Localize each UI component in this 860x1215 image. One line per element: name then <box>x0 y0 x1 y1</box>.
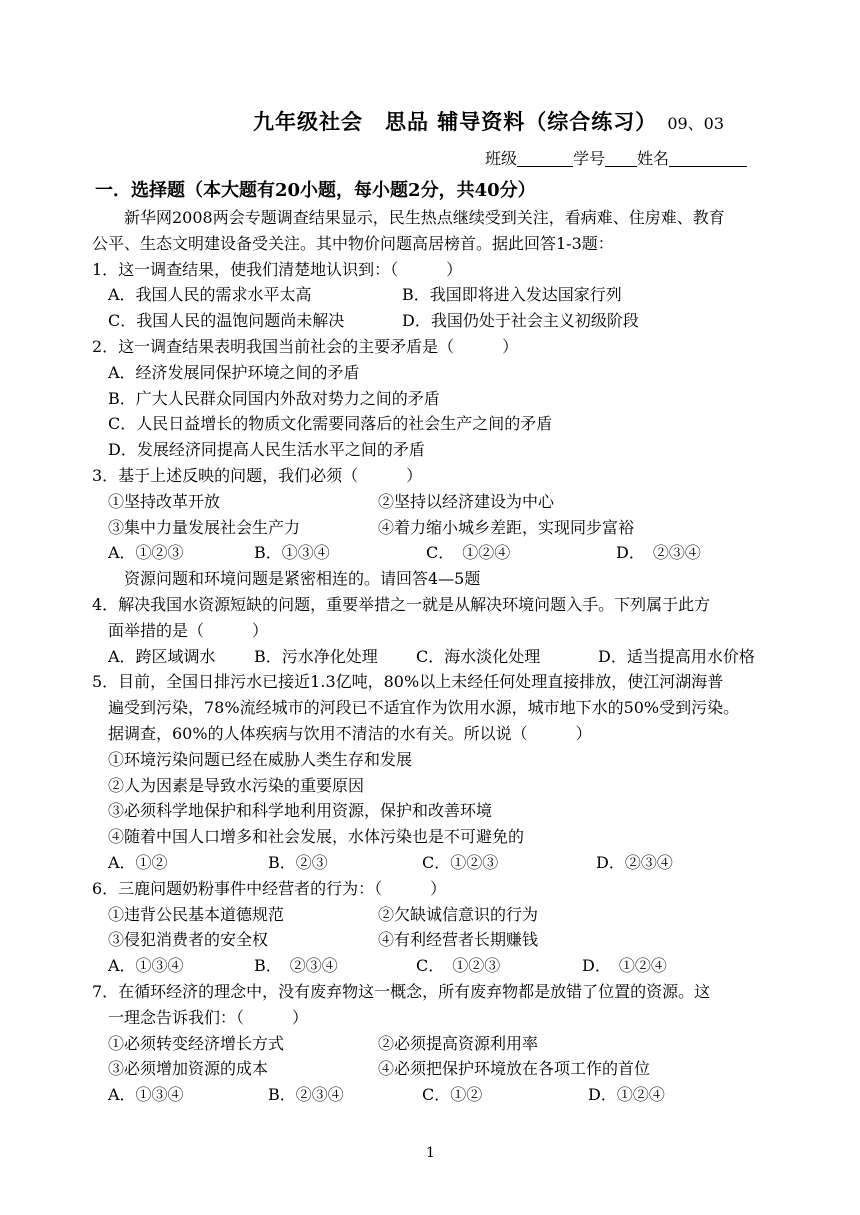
option: D．适当提高用水价格 <box>598 646 755 666</box>
question-7-stem: 一理念告诉我们：（ ） <box>108 1007 309 1027</box>
option: B．广大人民群众同国内外敌对势力之间的矛盾 <box>108 388 440 408</box>
question-6-items-row <box>92 927 782 953</box>
statement-item: ③集中力量发展社会生产力 <box>108 517 301 537</box>
option: A．①②③ <box>108 543 184 563</box>
statement-item: ②坚持以经济建设为中心 <box>378 491 555 511</box>
question-7-items-row <box>92 1056 782 1082</box>
option: B．①③④ <box>254 543 330 563</box>
option: B．我国即将进入发达国家行列 <box>402 285 622 305</box>
statement-item: ③侵犯消费者的安全权 <box>108 930 269 950</box>
option: C． ①②④ <box>426 543 511 563</box>
question-7-items-row <box>92 1031 782 1057</box>
statement-item: ①环境污染问题已经在威胁人类生存和发展 <box>108 749 413 769</box>
question-4-options-row <box>92 644 782 670</box>
name-label: 姓名 <box>637 149 670 168</box>
page-number: 1 <box>426 1145 435 1161</box>
option: B．污水净化处理 <box>254 646 378 666</box>
number-blank[interactable] <box>605 150 637 167</box>
statement-item: ④有利经营者长期赚钱 <box>378 930 539 950</box>
option: D．发展经济同提高人民生活水平之间的矛盾 <box>108 440 425 460</box>
option: C． ①②③ <box>416 956 501 976</box>
option: C．海水淡化处理 <box>416 646 541 666</box>
question-6-items-row <box>92 902 782 928</box>
option: A．跨区域调水 <box>108 646 216 666</box>
option: C．人民日益增长的物质文化需要同落后的社会生产之间的矛盾 <box>108 414 553 434</box>
questions-body <box>92 205 782 1108</box>
option: A．我国人民的需求水平太高 <box>108 285 312 305</box>
question-3-items-row <box>92 489 782 515</box>
student-info-line <box>485 146 747 169</box>
title-date: 09、03 <box>667 114 725 133</box>
option: D． ①②④ <box>582 956 667 976</box>
option: B．②③④ <box>268 1085 344 1105</box>
class-label: 班级 <box>485 149 518 168</box>
option: C．①②③ <box>422 852 499 872</box>
number-label: 学号 <box>573 149 606 168</box>
question-6-stem: 6．三鹿问题奶粉事件中经营者的行为：（ ） <box>92 878 447 898</box>
statement-item: ③必须科学地保护和科学地利用资源，保护和改善环境 <box>108 801 493 821</box>
option: A．经济发展同保护环境之间的矛盾 <box>108 362 360 382</box>
statement-item: ③必须增加资源的成本 <box>108 1059 269 1079</box>
document-title <box>253 106 724 136</box>
question-5-stem: 据调查，60%的人体疾病与饮用不清洁的水有关。所以说（ ） <box>108 723 592 743</box>
intro-line: 公平、生态文明建设备受关注。其中物价问题高居榜首。据此回答1-3题： <box>92 233 614 253</box>
statement-item: ①违背公民基本道德规范 <box>108 904 285 924</box>
question-3-options-row <box>92 540 782 566</box>
option: B． ②③④ <box>254 956 338 976</box>
name-blank[interactable] <box>669 150 747 167</box>
class-blank[interactable] <box>517 150 573 167</box>
option: D．我国仍处于社会主义初级阶段 <box>402 311 639 331</box>
question-3-items-row <box>92 515 782 541</box>
intro-line: 资源问题和环境问题是紧密相连的。请回答4—5题 <box>124 569 481 589</box>
question-5-stem: 遍受到污染，78%流经城市的河段已不适宜作为饮用水源，城市地下水的50%受到污染。 <box>108 698 740 718</box>
statement-item: ①坚持改革开放 <box>108 491 221 511</box>
option: C．①② <box>422 1085 483 1105</box>
question-2-stem: 2．这一调查结果表明我国当前社会的主要矛盾是（ ） <box>92 336 519 356</box>
statement-item: ②人为因素是导致水污染的重要原因 <box>108 775 365 795</box>
question-7-stem: 7．在循环经济的理念中，没有废弃物这一概念，所有废弃物都是放错了位置的资源。这 <box>92 981 711 1001</box>
option: D． ②③④ <box>616 543 701 563</box>
statement-item: ①必须转变经济增长方式 <box>108 1033 285 1053</box>
option: A．①② <box>108 852 168 872</box>
option: A．①③④ <box>108 956 184 976</box>
option: A．①③④ <box>108 1085 184 1105</box>
option: D．①②④ <box>588 1085 665 1105</box>
option: C．我国人民的温饱问题尚未解决 <box>108 311 345 331</box>
question-5-options-row <box>92 850 782 876</box>
intro-line: 新华网2008两会专题调查结果显示，民生热点继续受到关注，看病难、住房难、教育 <box>124 208 725 227</box>
question-1-stem: 1．这一调查结果，使我们清楚地认识到：（ ） <box>92 259 463 279</box>
question-6-options-row <box>92 953 782 979</box>
statement-item: ④着力缩小城乡差距，实现同步富裕 <box>378 517 635 537</box>
question-1-options-row <box>92 282 782 308</box>
question-1-options-row <box>92 308 782 334</box>
statement-item: ④必须把保护环境放在各项工作的首位 <box>378 1059 651 1079</box>
statement-item: ②欠缺诚信意识的行为 <box>378 904 539 924</box>
statement-item: ④随着中国人口增多和社会发展，水体污染也是不可避免的 <box>108 827 525 847</box>
question-3-stem: 3．基于上述反映的问题，我们必须（ ） <box>92 465 423 485</box>
option: D．②③④ <box>596 852 673 872</box>
question-4-stem: 4．解决我国水资源短缺的问题，重要举措之一就是从解决环境问题入手。下列属于此方 <box>92 594 711 614</box>
option: B．②③ <box>268 852 328 872</box>
question-5-stem: 5．目前，全国日排污水已接近1.3亿吨，80%以上未经任何处理直接排放，使江河湖海普 <box>92 672 724 692</box>
title-text: 九年级社会 思品 辅导资料（综合练习） <box>253 109 658 134</box>
question-4-stem: 面举措的是（ ） <box>108 620 269 640</box>
section-heading: 一．选择题（本大题有20小题，每小题2分，共40分） <box>95 180 536 201</box>
question-7-options-row <box>92 1082 782 1108</box>
statement-item: ②必须提高资源利用率 <box>378 1033 539 1053</box>
